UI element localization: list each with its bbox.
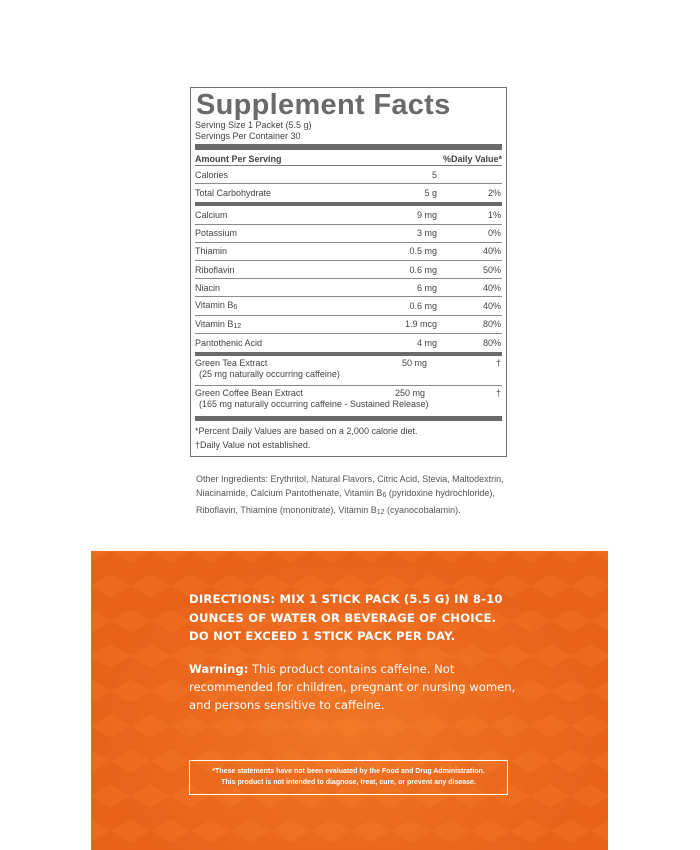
nutrient-row (195, 184, 502, 202)
facts-footnotes (195, 421, 502, 452)
servings-per-container: Servings Per Container 30 (195, 131, 301, 141)
nutrient-amount: 6 mg (416, 282, 437, 293)
extract-name: Green Tea Extract (195, 357, 268, 368)
nutrient-amount: 1.9 mcg (404, 319, 437, 330)
extract-note: (25 mg naturally occurring caffeine) (199, 368, 340, 379)
nutrient-amount: 9 mg (416, 209, 437, 220)
daily-value-header: %Daily Value* (442, 153, 502, 164)
nutrient-row (195, 334, 502, 352)
subscript: 12 (376, 509, 385, 516)
nutrient-amount: 0.6 mg (409, 300, 437, 311)
nutrient-subscript: 6 (233, 304, 238, 312)
facts-group-2 (195, 206, 502, 352)
warning-body: This product contains caffeine. Not recommended for children, pregnant or nursing women, and persons sensitive to caffeine. (189, 662, 516, 712)
warning-label: Warning: (189, 662, 249, 676)
nutrient-name (195, 319, 373, 330)
nutrient-row (195, 243, 502, 261)
nutrient-amount: 5 (431, 169, 437, 180)
extract-dv: † (495, 387, 501, 398)
nutrient-row (195, 316, 502, 334)
nutrient-row (195, 261, 502, 279)
directions-line: DIRECTIONS: MIX 1 STICK PACK (5.5 G) IN 8-10 (189, 592, 503, 606)
nutrient-amount: 3 mg (416, 228, 437, 239)
nutrient-dv: 50% (482, 264, 501, 275)
other-ingredients (196, 472, 506, 520)
directions-text (189, 590, 549, 646)
other-ingredients-text: (cyanocobalamin). (384, 505, 461, 515)
nutrient-name: Calcium (195, 209, 228, 220)
nutrient-name: Riboflavin (195, 264, 235, 275)
nutrient-amount: 0.6 mg (409, 264, 437, 275)
nutrient-dv: 40% (482, 300, 501, 311)
nutrient-dv: 80% (482, 337, 501, 348)
nutrient-name: Total Carbohydrate (195, 188, 272, 199)
extract-name: Green Coffee Bean Extract (195, 387, 303, 398)
extract-amount: 50 mg (402, 357, 428, 368)
nutrient-dv: 40% (482, 246, 501, 257)
nutrient-dv: 2% (487, 188, 501, 199)
other-ingredients-text: Other Ingredients: Erythritol, Natural Flavors, Citric Acid, Stevia, Maltodextrin, Niacinamide, Calcium Pantothenate, Vitamin B (196, 474, 504, 498)
nutrient-name-text: Vitamin B (195, 300, 234, 311)
nutrient-row (195, 225, 502, 243)
nutrient-name: Potassium (195, 228, 238, 239)
supplement-facts-panel (190, 87, 507, 457)
nutrient-row (195, 206, 502, 224)
amount-per-serving-header: Amount Per Serving (195, 153, 282, 164)
thick-divider (195, 144, 502, 150)
extract-note: (165 mg naturally occurring caffeine - Sustained Release) (199, 398, 429, 409)
nutrient-name: Calories (195, 169, 229, 180)
facts-title: Supplement Facts (196, 89, 451, 121)
facts-header-row (195, 152, 502, 166)
nutrient-row (195, 279, 502, 297)
footnote-not-established: †Daily Value not established. (195, 439, 311, 450)
extract-dv: † (495, 357, 501, 368)
nutrient-name-text: Vitamin B (195, 318, 234, 329)
extract-row (195, 386, 502, 416)
subscript: 6 (382, 492, 387, 499)
warning-text (189, 660, 529, 714)
serving-size: Serving Size 1 Packet (5.5 g) (195, 120, 312, 130)
other-ingredients-text: (pyridoxine hydrochloride), Riboflavin, Thiamine (mononitrate), Vitamin B (196, 488, 495, 515)
disclaimer-line: This product is not intended to diagnose, treat, cure, or prevent any disease. (221, 779, 476, 786)
extract-amount: 250 mg (395, 387, 426, 398)
nutrient-name: Niacin (195, 282, 221, 293)
extract-name-block (195, 388, 475, 410)
nutrient-name: Thiamin (195, 246, 228, 257)
footnote-daily-values: *Percent Daily Values are based on a 2,000 calorie diet. (195, 425, 418, 436)
fda-disclaimer (189, 760, 508, 795)
nutrient-amount: 5 g (424, 188, 437, 199)
facts-group-1 (195, 166, 502, 202)
disclaimer-line: *These statements have not been evaluated by the Food and Drug Administration. (212, 768, 485, 775)
directions-panel (91, 551, 608, 850)
nutrient-dv: 40% (482, 282, 501, 293)
nutrient-dv: 1% (487, 209, 501, 220)
nutrient-name (195, 300, 373, 311)
nutrient-row (195, 166, 502, 184)
nutrient-name: Pantothenic Acid (195, 337, 263, 348)
nutrient-dv: 80% (482, 319, 501, 330)
extract-row (195, 356, 502, 386)
nutrient-amount: 4 mg (416, 337, 437, 348)
facts-group-3 (195, 356, 502, 416)
nutrient-row (195, 297, 502, 315)
nutrient-amount: 0.5 mg (409, 246, 437, 257)
nutrient-dv: 0% (487, 228, 501, 239)
directions-line: DO NOT EXCEED 1 STICK PACK PER DAY. (189, 629, 456, 643)
directions-line: OUNCES OF WATER OR BEVERAGE OF CHOICE. (189, 610, 497, 625)
nutrient-subscript: 12 (233, 322, 242, 330)
